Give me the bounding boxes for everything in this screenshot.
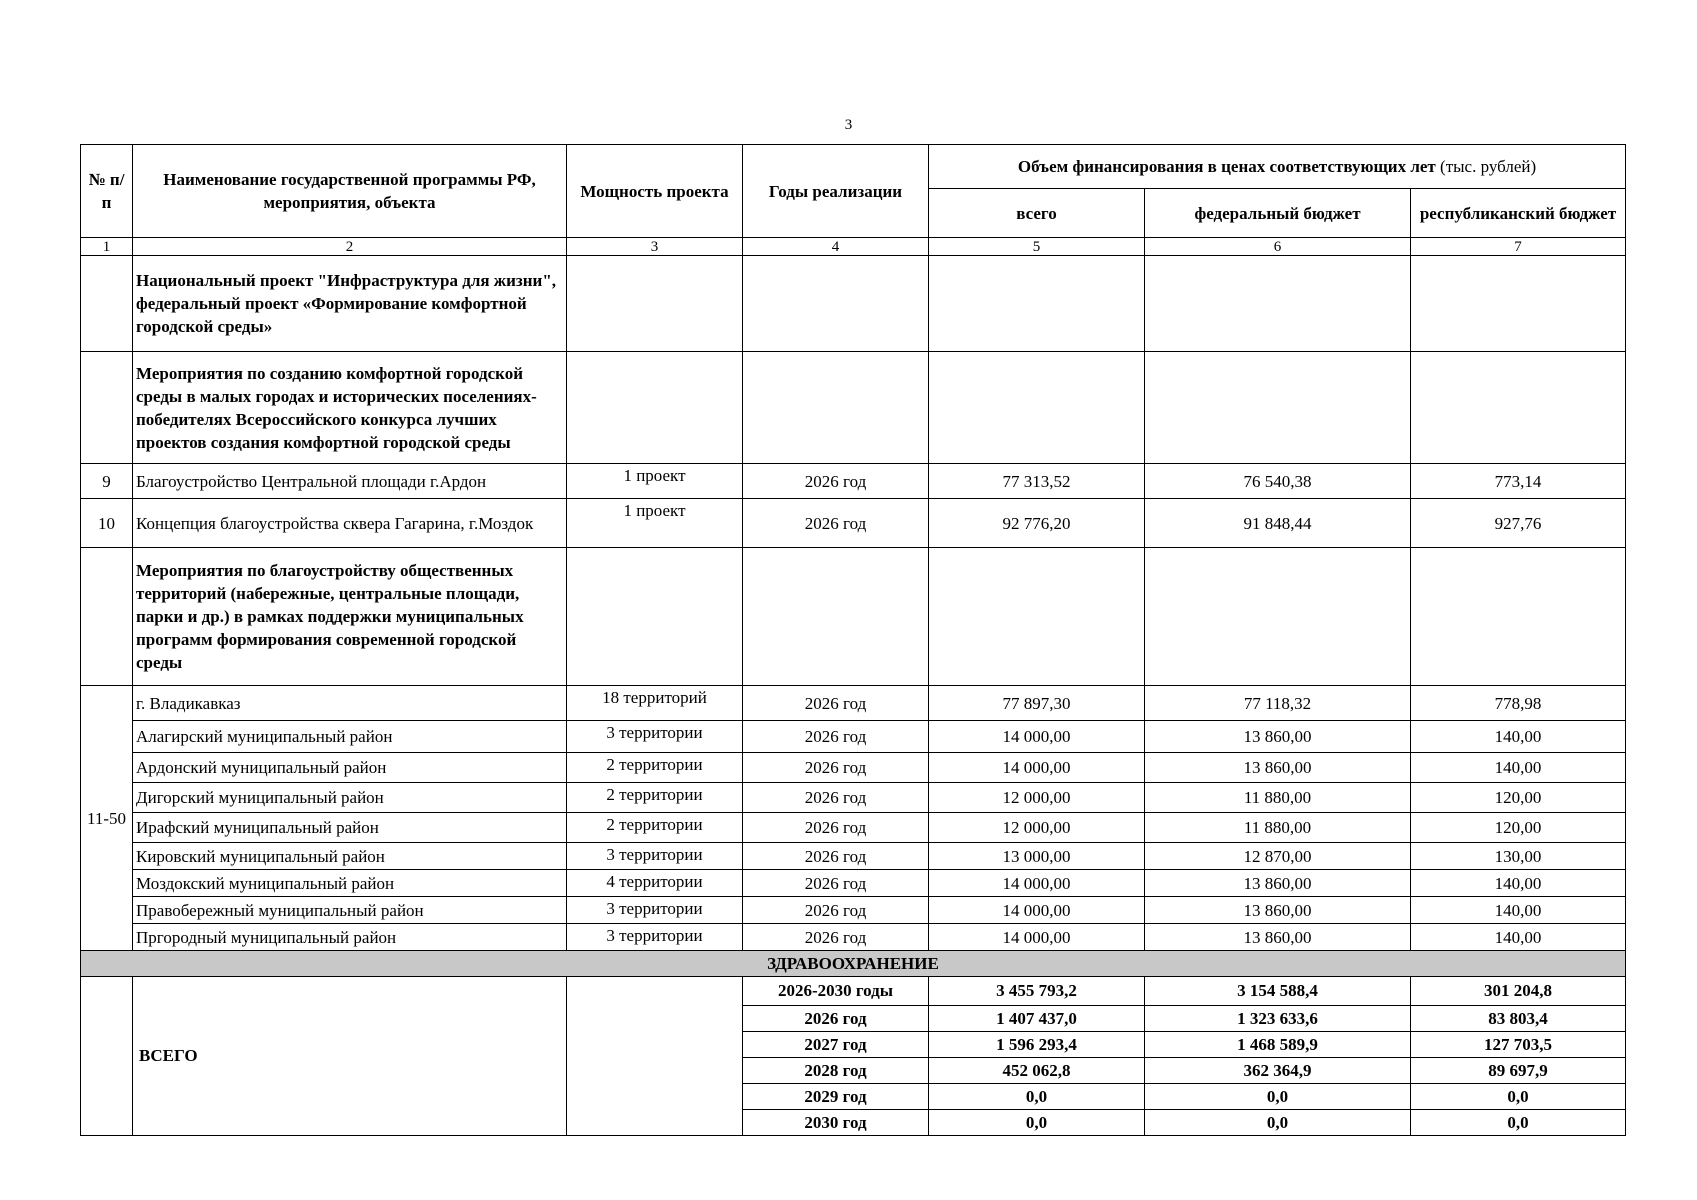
- row-capacity: 3 территории: [567, 843, 743, 870]
- row-total: 92 776,20: [929, 499, 1145, 548]
- row-name: Дигорский муниципальный район: [133, 783, 567, 813]
- row-total: 77 897,30: [929, 686, 1145, 721]
- row-republic: 778,98: [1411, 686, 1626, 721]
- total-federal: 1 468 589,9: [1145, 1032, 1411, 1058]
- row-total: 12 000,00: [929, 813, 1145, 843]
- total-republic: 127 703,5: [1411, 1032, 1626, 1058]
- group-row: [81, 548, 1626, 686]
- total-federal: 3 154 588,4: [1145, 977, 1411, 1006]
- row-federal: 13 860,00: [1145, 897, 1411, 924]
- row-total: 14 000,00: [929, 721, 1145, 753]
- table-row: [81, 843, 1626, 870]
- row-name: Кировский муниципальный район: [133, 843, 567, 870]
- financing-table: [80, 144, 1626, 1136]
- row-num: 10: [81, 499, 133, 548]
- table-row: [81, 813, 1626, 843]
- row-republic: 140,00: [1411, 924, 1626, 951]
- section-title: ЗДРАВООХРАНЕНИЕ: [81, 951, 1626, 977]
- row-years: 2026 год: [743, 721, 929, 753]
- total-sum: 0,0: [929, 1110, 1145, 1136]
- row-republic: 140,00: [1411, 721, 1626, 753]
- row-federal: 13 860,00: [1145, 870, 1411, 897]
- total-republic: 301 204,8: [1411, 977, 1626, 1006]
- row-republic: 140,00: [1411, 897, 1626, 924]
- total-federal: 1 323 633,6: [1145, 1006, 1411, 1032]
- row-name: Алагирский муниципальный район: [133, 721, 567, 753]
- table-row: [81, 924, 1626, 951]
- col-number: 3: [567, 238, 743, 256]
- row-republic: 927,76: [1411, 499, 1626, 548]
- total-republic: 89 697,9: [1411, 1058, 1626, 1084]
- row-years: 2026 год: [743, 924, 929, 951]
- group-row: [81, 352, 1626, 464]
- row-republic: 140,00: [1411, 753, 1626, 783]
- total-years: 2026 год: [743, 1006, 929, 1032]
- total-republic: 0,0: [1411, 1110, 1626, 1136]
- row-total: 13 000,00: [929, 843, 1145, 870]
- header-total: всего: [929, 189, 1145, 238]
- row-years: 2026 год: [743, 870, 929, 897]
- row-republic: 773,14: [1411, 464, 1626, 499]
- table-row: [81, 499, 1626, 548]
- row-federal: 13 860,00: [1145, 924, 1411, 951]
- total-sum: 1 407 437,0: [929, 1006, 1145, 1032]
- table-row: [81, 686, 1626, 721]
- row-federal: 91 848,44: [1145, 499, 1411, 548]
- row-years: 2026 год: [743, 499, 929, 548]
- header-federal: федеральный бюджет: [1145, 189, 1411, 238]
- row-capacity: 2 территории: [567, 753, 743, 783]
- row-capacity: 3 территории: [567, 721, 743, 753]
- total-sum: 0,0: [929, 1084, 1145, 1110]
- total-years: 2029 год: [743, 1084, 929, 1110]
- page-number: 3: [844, 117, 853, 133]
- row-name: Ирафский муниципальный район: [133, 813, 567, 843]
- row-federal: 77 118,32: [1145, 686, 1411, 721]
- header-funding-unit: (тыс. рублей): [1435, 157, 1537, 176]
- header-num: № п/п: [81, 145, 133, 238]
- total-sum: 1 596 293,4: [929, 1032, 1145, 1058]
- row-years: 2026 год: [743, 843, 929, 870]
- col-number: 1: [81, 238, 133, 256]
- total-row: [81, 977, 1626, 1006]
- group-title-public-territories: Мероприятия по благоустройству общественных территорий (набережные, центральные площади, парки и др.) в рамках поддержки муниципальных программ формирования современной городской среды: [133, 548, 567, 686]
- row-capacity: 4 территории: [567, 870, 743, 897]
- header-years: Годы реализации: [743, 145, 929, 238]
- row-federal: 11 880,00: [1145, 813, 1411, 843]
- group-title-national-project: Национальный проект "Инфраструктура для жизни", федеральный проект «Формирование комфортной городской среды»: [133, 256, 567, 352]
- col-number: 2: [133, 238, 567, 256]
- total-years: 2027 год: [743, 1032, 929, 1058]
- row-name: Благоустройство Центральной площади г.Ардон: [133, 464, 567, 499]
- row-republic: 120,00: [1411, 783, 1626, 813]
- col-number: 4: [743, 238, 929, 256]
- row-total: 14 000,00: [929, 870, 1145, 897]
- row-num: 11-50: [81, 686, 133, 951]
- row-capacity: 1 проект: [567, 499, 743, 548]
- total-federal: 0,0: [1145, 1110, 1411, 1136]
- row-republic: 120,00: [1411, 813, 1626, 843]
- column-numbers-row: [81, 238, 1626, 256]
- total-sum: 452 062,8: [929, 1058, 1145, 1084]
- row-capacity: 1 проект: [567, 464, 743, 499]
- header-funding-title: Объем финансирования в ценах соответствующих лет: [1017, 157, 1436, 176]
- total-federal: 362 364,9: [1145, 1058, 1411, 1084]
- row-federal: 76 540,38: [1145, 464, 1411, 499]
- total-years: 2030 год: [743, 1110, 929, 1136]
- row-num: 9: [81, 464, 133, 499]
- total-years: 2028 год: [743, 1058, 929, 1084]
- row-name: Правобережный муниципальный район: [133, 897, 567, 924]
- row-years: 2026 год: [743, 897, 929, 924]
- row-total: 77 313,52: [929, 464, 1145, 499]
- row-name: г. Владикавказ: [133, 686, 567, 721]
- header-republic: республиканский бюджет: [1411, 189, 1626, 238]
- row-federal: 13 860,00: [1145, 753, 1411, 783]
- row-years: 2026 год: [743, 686, 929, 721]
- table-row: [81, 870, 1626, 897]
- row-federal: 13 860,00: [1145, 721, 1411, 753]
- total-label: ВСЕГО: [133, 977, 567, 1136]
- row-federal: 12 870,00: [1145, 843, 1411, 870]
- row-capacity: 2 территории: [567, 783, 743, 813]
- row-years: 2026 год: [743, 464, 929, 499]
- total-republic: 83 803,4: [1411, 1006, 1626, 1032]
- table-row: [81, 897, 1626, 924]
- total-sum: 3 455 793,2: [929, 977, 1145, 1006]
- row-total: 14 000,00: [929, 753, 1145, 783]
- row-republic: 130,00: [1411, 843, 1626, 870]
- total-federal: 0,0: [1145, 1084, 1411, 1110]
- row-capacity: 3 территории: [567, 897, 743, 924]
- row-name: Пргородный муниципальный район: [133, 924, 567, 951]
- row-republic: 140,00: [1411, 870, 1626, 897]
- col-number: 7: [1411, 238, 1626, 256]
- header-capacity: Мощность проекта: [567, 145, 743, 238]
- table-row: [81, 783, 1626, 813]
- row-total: 14 000,00: [929, 924, 1145, 951]
- table-row: [81, 753, 1626, 783]
- group-title-small-towns: Мероприятия по созданию комфортной городской среды в малых городах и исторических поселениях-победителях Всероссийского конкурса лучших проектов создания комфортной городской среды: [133, 352, 567, 464]
- header-name: Наименование государственной программы РФ, мероприятия, объекта: [133, 145, 567, 238]
- row-capacity: 2 территории: [567, 813, 743, 843]
- total-years: 2026-2030 годы: [743, 977, 929, 1006]
- row-capacity: 18 территорий: [567, 686, 743, 721]
- header-funding: [929, 145, 1626, 189]
- row-capacity: 3 территории: [567, 924, 743, 951]
- row-years: 2026 год: [743, 753, 929, 783]
- table-row: [81, 721, 1626, 753]
- col-number: 6: [1145, 238, 1411, 256]
- row-name: Моздокский муниципальный район: [133, 870, 567, 897]
- table-row: [81, 464, 1626, 499]
- group-row: [81, 256, 1626, 352]
- row-total: 14 000,00: [929, 897, 1145, 924]
- row-name: Ардонский муниципальный район: [133, 753, 567, 783]
- section-row: [81, 951, 1626, 977]
- total-republic: 0,0: [1411, 1084, 1626, 1110]
- row-years: 2026 год: [743, 783, 929, 813]
- col-number: 5: [929, 238, 1145, 256]
- row-federal: 11 880,00: [1145, 783, 1411, 813]
- row-years: 2026 год: [743, 813, 929, 843]
- row-total: 12 000,00: [929, 783, 1145, 813]
- row-name: Концепция благоустройства сквера Гагарина, г.Моздок: [133, 499, 567, 548]
